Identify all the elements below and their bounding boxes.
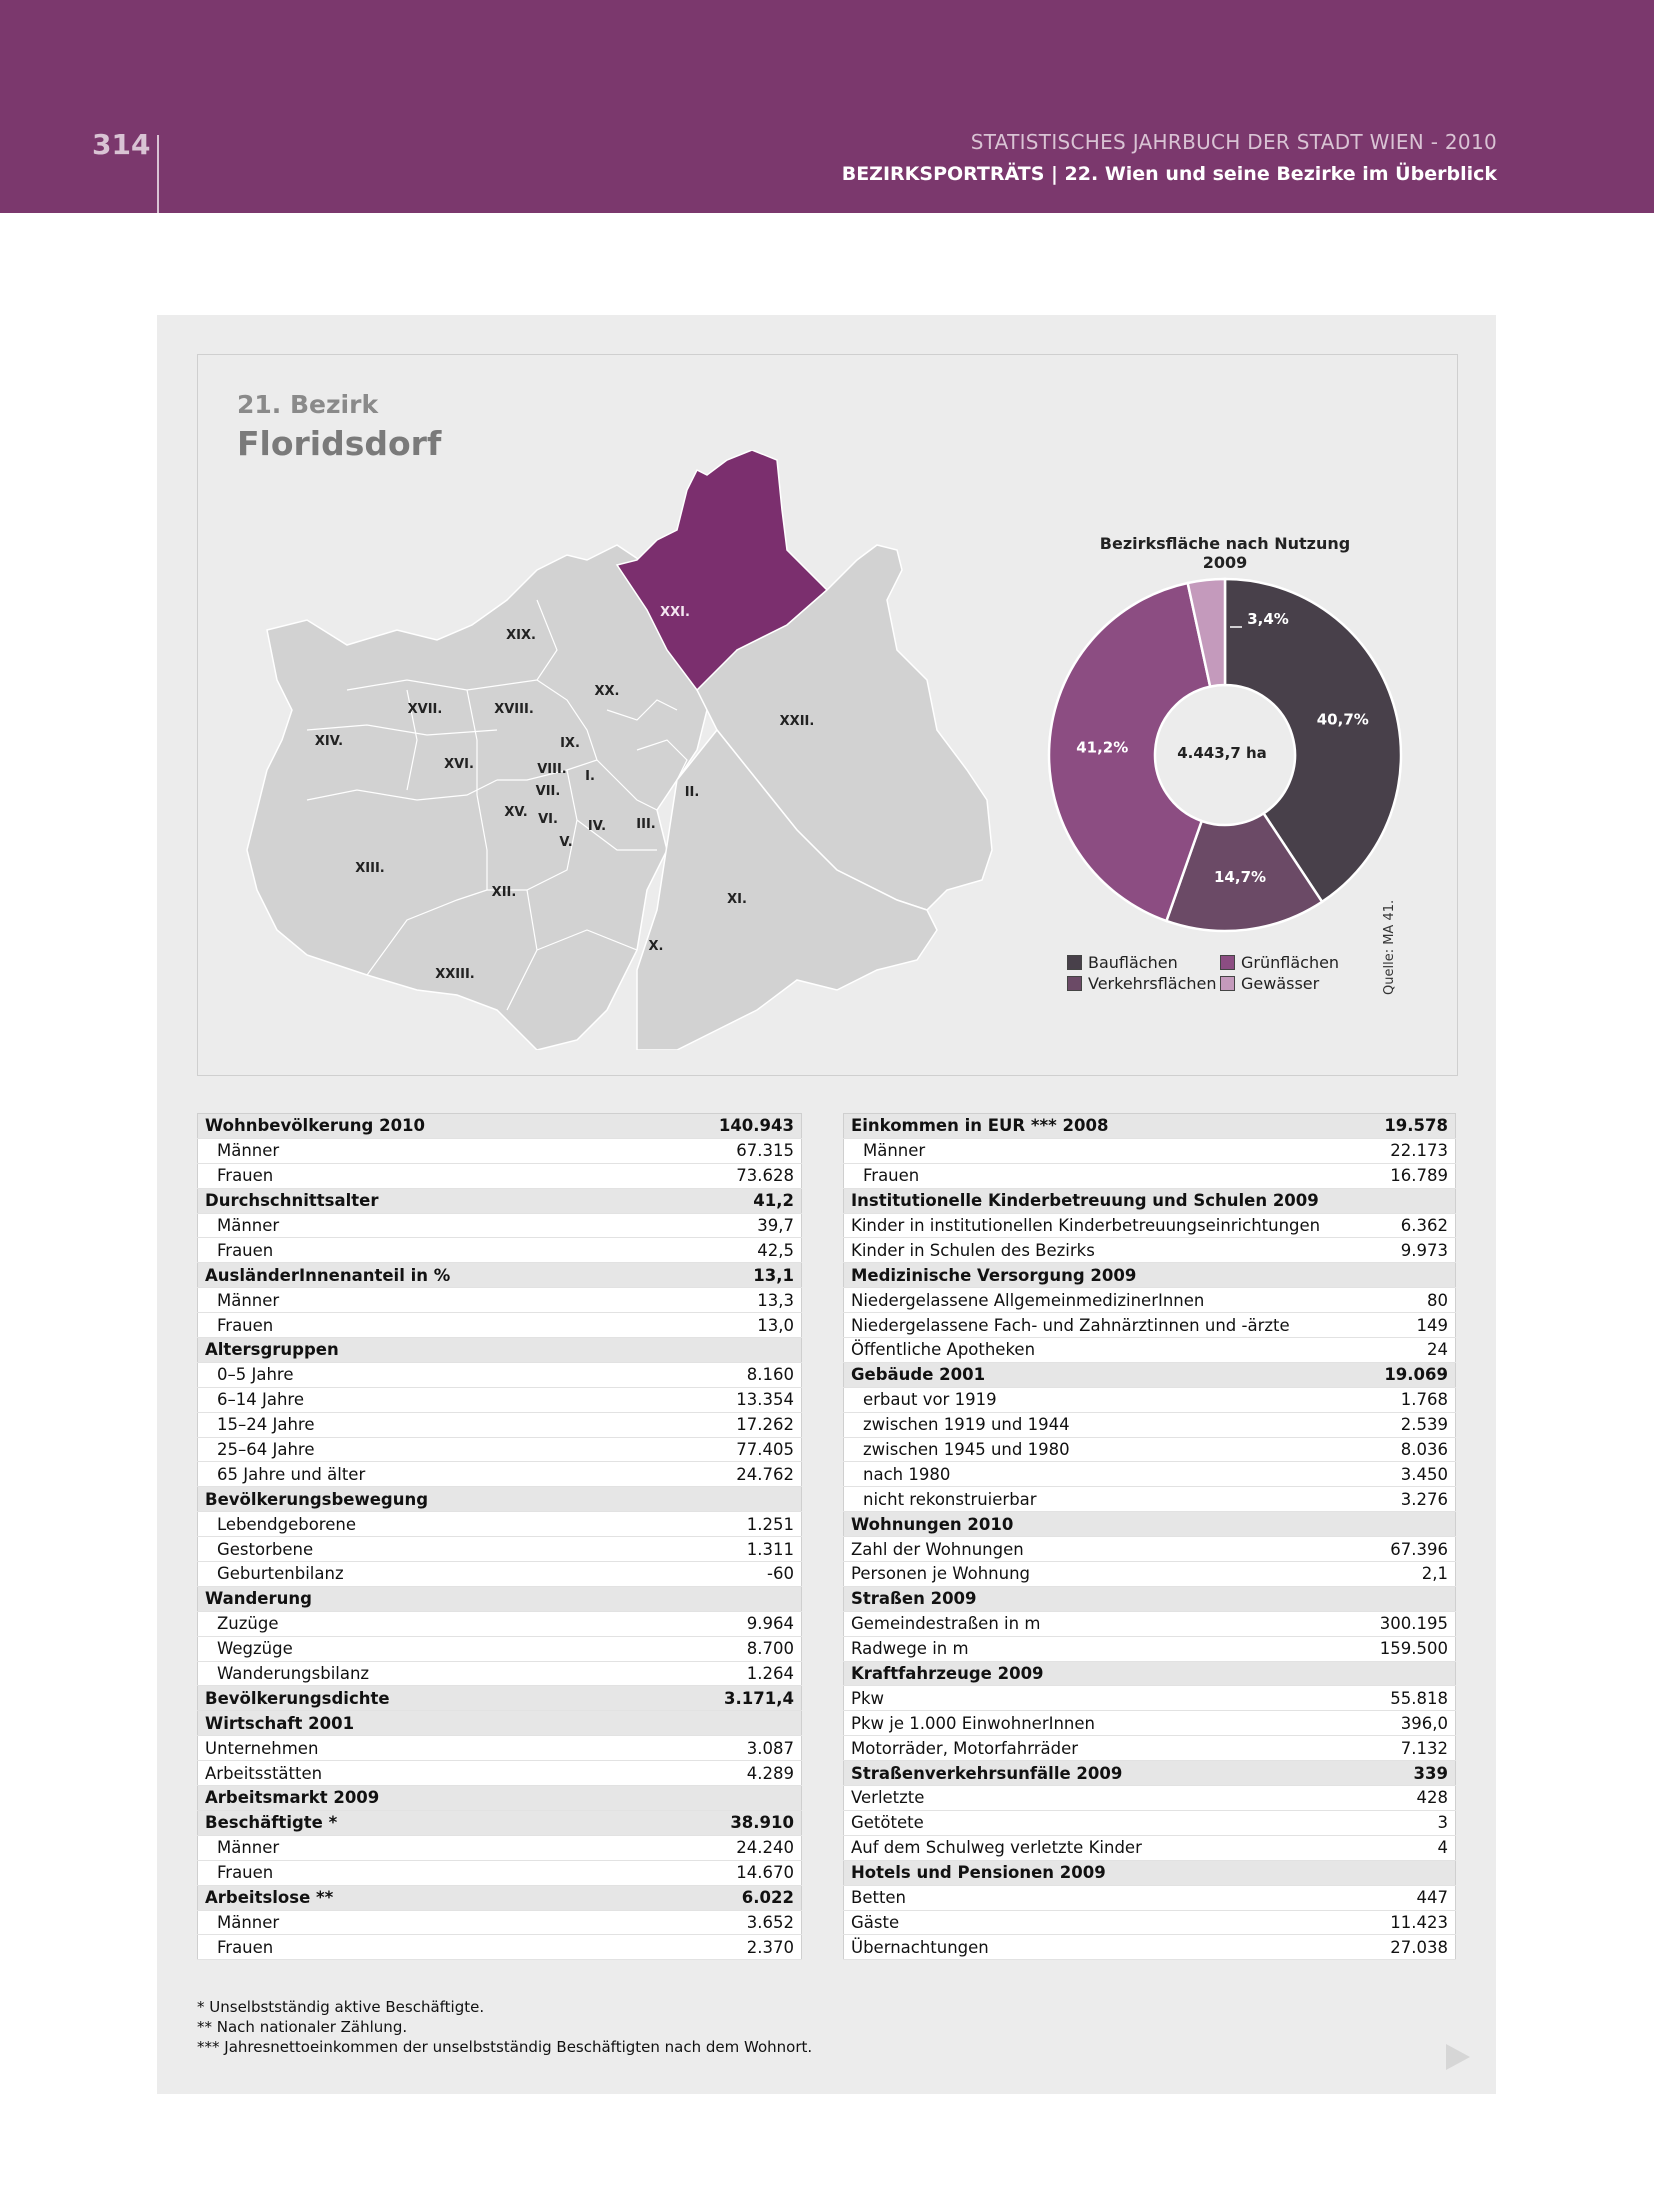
left-row-label: Wanderungsbilanz (198, 1661, 647, 1686)
right-row-label: zwischen 1945 und 1980 (844, 1437, 1367, 1462)
left-row-value: 3.171,4 (647, 1686, 802, 1711)
right-row-label: nach 1980 (844, 1462, 1367, 1487)
left-row (198, 1835, 802, 1860)
left-row (198, 1437, 802, 1462)
map-label-v: V. (559, 835, 573, 850)
right-row (844, 1114, 1456, 1139)
left-row-value: 13,0 (647, 1313, 802, 1338)
right-row-label: Getötete (844, 1810, 1367, 1835)
left-row (198, 1362, 802, 1387)
left-row-label: Frauen (198, 1238, 647, 1263)
left-row-label: Unternehmen (198, 1736, 647, 1761)
left-row-value: 3.087 (647, 1736, 802, 1761)
right-row (844, 1387, 1456, 1412)
right-row (844, 1238, 1456, 1263)
right-row-label: Wohnungen 2010 (844, 1512, 1367, 1537)
left-row-label: Bevölkerungsdichte (198, 1686, 647, 1711)
map-label-xv: XV. (504, 805, 528, 820)
left-row (198, 1711, 802, 1736)
right-row-label: Auf dem Schulweg verletzte Kinder (844, 1835, 1367, 1860)
left-row (198, 1661, 802, 1686)
right-row (844, 1686, 1456, 1711)
left-row-label: Gestorbene (198, 1537, 647, 1562)
left-row (198, 1338, 802, 1363)
right-row-label: Hotels und Pensionen 2009 (844, 1860, 1367, 1885)
right-row-value: 447 (1366, 1885, 1455, 1910)
map-label-viii: VIII. (537, 762, 567, 777)
legend-label-gruenflaechen: Grünflächen (1241, 953, 1340, 972)
right-row-label: Straßen 2009 (844, 1586, 1367, 1611)
right-row-value (1366, 1512, 1455, 1537)
legend-swatch-gewaesser (1220, 976, 1235, 991)
right-row-label: nicht rekonstruierbar (844, 1487, 1367, 1512)
right-row-label: Radwege in m (844, 1636, 1367, 1661)
right-row-label: Gebäude 2001 (844, 1362, 1367, 1387)
right-row-label: Verletzte (844, 1786, 1367, 1811)
left-row-value: 67.315 (647, 1138, 802, 1163)
left-row-label: Arbeitsstätten (198, 1761, 647, 1786)
map-label-xxi: XXI. (660, 605, 690, 620)
right-row (844, 1512, 1456, 1537)
map-label-xix: XIX. (506, 628, 536, 643)
left-row-value: 8.160 (647, 1362, 802, 1387)
right-row-value: 3.450 (1366, 1462, 1455, 1487)
right-row-value: 159.500 (1366, 1636, 1455, 1661)
legend-swatch-verkehrsflaechen (1067, 976, 1082, 991)
right-row-value: 339 (1366, 1761, 1455, 1786)
map-label-vi: VI. (538, 812, 558, 827)
left-row-label: Wanderung (198, 1586, 647, 1611)
left-row (198, 1860, 802, 1885)
legend-label-verkehrsflaechen: Verkehrsflächen (1088, 974, 1217, 993)
pie-slice-label: 14,7% (1214, 868, 1267, 887)
left-row-value: 1.311 (647, 1537, 802, 1562)
legend-bauflaechen (1067, 953, 1178, 972)
left-row (198, 1512, 802, 1537)
right-row-label: Übernachtungen (844, 1935, 1367, 1960)
right-row-label: Öffentliche Apotheken (844, 1338, 1367, 1363)
left-row-label: 25–64 Jahre (198, 1437, 647, 1462)
left-row-value: 1.264 (647, 1661, 802, 1686)
right-row-value (1366, 1188, 1455, 1213)
map-label-xiv: XIV. (314, 734, 344, 749)
left-row-value (647, 1338, 802, 1363)
page-header (0, 0, 1654, 213)
left-row-value: 13,3 (647, 1288, 802, 1313)
left-row-value: 39,7 (647, 1213, 802, 1238)
legend-label-gewaesser: Gewässer (1241, 974, 1320, 993)
left-row-label: Frauen (198, 1935, 647, 1960)
map-label-xviii: XVIII. (494, 702, 534, 717)
left-row-value: 77.405 (647, 1437, 802, 1462)
left-row-value: 3.652 (647, 1910, 802, 1935)
left-row (198, 1238, 802, 1263)
right-row-value: 428 (1366, 1786, 1455, 1811)
left-row-value: 2.370 (647, 1935, 802, 1960)
right-row-label: Gäste (844, 1910, 1367, 1935)
right-row-value: 149 (1366, 1313, 1455, 1338)
left-row-value: 13.354 (647, 1387, 802, 1412)
right-row (844, 1661, 1456, 1686)
legend-swatch-bauflaechen (1067, 955, 1082, 970)
left-row (198, 1810, 802, 1835)
left-row (198, 1910, 802, 1935)
left-row-value (647, 1711, 802, 1736)
pie-center-label: 4.443,7 ha (1177, 744, 1267, 762)
left-row-label: 6–14 Jahre (198, 1387, 647, 1412)
left-row-value: 8.700 (647, 1636, 802, 1661)
right-row-label: Pkw je 1.000 EinwohnerInnen (844, 1711, 1367, 1736)
right-row-value: 3 (1366, 1810, 1455, 1835)
left-row-label: Beschäftigte * (198, 1810, 647, 1835)
right-row (844, 1935, 1456, 1960)
left-row-value: 17.262 (647, 1412, 802, 1437)
left-row-label: 15–24 Jahre (198, 1412, 647, 1437)
left-row (198, 1288, 802, 1313)
footnotes (197, 1997, 812, 2057)
footnote-3: *** Jahresnettoeinkommen der unselbstständig Beschäftigten nach dem Wohnort. (197, 2038, 813, 2056)
left-row (198, 1213, 802, 1238)
chart-source: Quelle: MA 41. (1382, 899, 1397, 995)
right-row-value: 22.173 (1366, 1138, 1455, 1163)
left-row (198, 1313, 802, 1338)
legend-verkehrsflaechen (1067, 974, 1217, 993)
left-row-label: Männer (198, 1910, 647, 1935)
left-row-label: Arbeitsmarkt 2009 (198, 1786, 647, 1811)
left-row-label: Frauen (198, 1313, 647, 1338)
right-row-value: 19.069 (1366, 1362, 1455, 1387)
right-row (844, 1636, 1456, 1661)
left-row (198, 1686, 802, 1711)
left-row (198, 1188, 802, 1213)
right-row-label: Kinder in Schulen des Bezirks (844, 1238, 1367, 1263)
left-row-label: 65 Jahre und älter (198, 1462, 647, 1487)
right-row-value: 3.276 (1366, 1487, 1455, 1512)
right-row (844, 1437, 1456, 1462)
map-label-ix: IX. (560, 736, 580, 751)
right-row-value (1366, 1860, 1455, 1885)
left-row-label: Wegzüge (198, 1636, 647, 1661)
left-row-label: AusländerInnenanteil in % (198, 1263, 647, 1288)
left-row-label: Wohnbevölkerung 2010 (198, 1114, 647, 1139)
district-name: Floridsdorf (237, 424, 442, 463)
right-row-value: 2,1 (1366, 1562, 1455, 1587)
left-row-value: 42,5 (647, 1238, 802, 1263)
left-row-label: Männer (198, 1835, 647, 1860)
left-row (198, 1487, 802, 1512)
footnote-1: * Unselbstständig aktive Beschäftigte. (197, 1998, 485, 2016)
left-row-value: 6.022 (647, 1885, 802, 1910)
left-row-value: 24.240 (647, 1835, 802, 1860)
section-title: BEZIRKSPORTRÄTS | 22. Wien und seine Bezirke im Überblick (841, 163, 1497, 185)
map-label-i: I. (585, 769, 595, 784)
right-row-label: Einkommen in EUR *** 2008 (844, 1114, 1367, 1139)
left-row (198, 1786, 802, 1811)
left-row (198, 1263, 802, 1288)
left-row (198, 1562, 802, 1587)
footnote-2: ** Nach nationaler Zählung. (197, 2018, 408, 2036)
right-row (844, 1313, 1456, 1338)
right-row (844, 1138, 1456, 1163)
right-row (844, 1835, 1456, 1860)
next-page-triangle-icon[interactable] (1446, 2044, 1470, 2070)
land-use-donut-chart (1040, 570, 1410, 940)
left-row-value: 1.251 (647, 1512, 802, 1537)
left-row (198, 1611, 802, 1636)
right-row-label: Frauen (844, 1163, 1367, 1188)
left-row-label: Arbeitslose ** (198, 1885, 647, 1910)
left-row-value (647, 1786, 802, 1811)
right-row (844, 1736, 1456, 1761)
left-row (198, 1163, 802, 1188)
left-row-value: 14.670 (647, 1860, 802, 1885)
header-divider (157, 135, 159, 213)
left-row (198, 1636, 802, 1661)
right-row-label: Medizinische Versorgung 2009 (844, 1263, 1367, 1288)
right-row-value: 27.038 (1366, 1935, 1455, 1960)
map-label-xxiii: XXIII. (435, 967, 475, 982)
right-row (844, 1487, 1456, 1512)
right-row-label: Männer (844, 1138, 1367, 1163)
left-row (198, 1935, 802, 1960)
right-row (844, 1338, 1456, 1363)
left-row-value: -60 (647, 1562, 802, 1587)
left-row-value: 140.943 (647, 1114, 802, 1139)
right-row-label: Pkw (844, 1686, 1367, 1711)
right-row-label: Niedergelassene Fach- und Zahnärztinnen und -ärzte (844, 1313, 1367, 1338)
infrastructure-stats-table (843, 1113, 1456, 1960)
right-row-value: 2.539 (1366, 1412, 1455, 1437)
left-row-value: 73.628 (647, 1163, 802, 1188)
right-row-label: Gemeindestraßen in m (844, 1611, 1367, 1636)
right-row-label: Zahl der Wohnungen (844, 1537, 1367, 1562)
right-row-value (1366, 1586, 1455, 1611)
right-row-label: Kinder in institutionellen Kinderbetreuungseinrichtungen (844, 1213, 1367, 1238)
map-label-xx: XX. (594, 684, 620, 699)
left-row (198, 1586, 802, 1611)
right-row-value: 396,0 (1366, 1711, 1455, 1736)
left-row-label: Wirtschaft 2001 (198, 1711, 647, 1736)
right-row (844, 1586, 1456, 1611)
right-row-value: 300.195 (1366, 1611, 1455, 1636)
right-row-value (1366, 1661, 1455, 1686)
left-row (198, 1462, 802, 1487)
left-row (198, 1412, 802, 1437)
right-row (844, 1288, 1456, 1313)
left-row (198, 1387, 802, 1412)
left-row-label: Bevölkerungsbewegung (198, 1487, 647, 1512)
right-row (844, 1412, 1456, 1437)
map-label-xvi: XVI. (444, 757, 474, 772)
right-row-label: zwischen 1919 und 1944 (844, 1412, 1367, 1437)
right-row-label: Kraftfahrzeuge 2009 (844, 1661, 1367, 1686)
map-label-xii: XII. (491, 885, 517, 900)
pie-slice-label: 41,2% (1076, 738, 1129, 757)
right-row-value: 9.973 (1366, 1238, 1455, 1263)
left-row (198, 1736, 802, 1761)
right-row (844, 1263, 1456, 1288)
right-row-value: 80 (1366, 1288, 1455, 1313)
left-row-value: 13,1 (647, 1263, 802, 1288)
map-label-xxii: XXII. (779, 714, 815, 729)
left-row (198, 1885, 802, 1910)
right-row-value: 24 (1366, 1338, 1455, 1363)
vienna-district-map (237, 450, 1017, 1050)
right-row (844, 1885, 1456, 1910)
map-label-xi: XI. (727, 892, 747, 907)
right-row-label: Institutionelle Kinderbetreuung und Schulen 2009 (844, 1188, 1367, 1213)
map-label-ii: II. (684, 785, 700, 800)
right-row-value: 55.818 (1366, 1686, 1455, 1711)
right-row-value: 19.578 (1366, 1114, 1455, 1139)
population-stats-table (197, 1113, 802, 1960)
right-row-value: 7.132 (1366, 1736, 1455, 1761)
map-label-xiii: XIII. (355, 861, 385, 876)
right-row-value: 11.423 (1366, 1910, 1455, 1935)
right-row (844, 1537, 1456, 1562)
right-row (844, 1213, 1456, 1238)
right-row (844, 1711, 1456, 1736)
left-row-value: 4.289 (647, 1761, 802, 1786)
right-row-value: 4 (1366, 1835, 1455, 1860)
left-row-value (647, 1487, 802, 1512)
right-row (844, 1910, 1456, 1935)
right-row-label: erbaut vor 1919 (844, 1387, 1367, 1412)
right-row-value (1366, 1263, 1455, 1288)
right-row-label: Motorräder, Motorfahrräder (844, 1736, 1367, 1761)
left-row-value: 24.762 (647, 1462, 802, 1487)
left-row-value (647, 1586, 802, 1611)
right-row-value: 8.036 (1366, 1437, 1455, 1462)
right-row-value: 16.789 (1366, 1163, 1455, 1188)
right-row-label: Straßenverkehrsunfälle 2009 (844, 1761, 1367, 1786)
left-row-label: 0–5 Jahre (198, 1362, 647, 1387)
left-row-label: Geburtenbilanz (198, 1562, 647, 1587)
map-label-x: X. (648, 939, 664, 954)
map-label-vii: VII. (535, 784, 561, 799)
right-row-value: 67.396 (1366, 1537, 1455, 1562)
map-label-iii: III. (636, 817, 656, 832)
left-row (198, 1761, 802, 1786)
right-row (844, 1786, 1456, 1811)
left-row (198, 1537, 802, 1562)
pie-chart-title: Bezirksfläche nach Nutzung 2009 (1099, 534, 1351, 572)
left-row-value: 38.910 (647, 1810, 802, 1835)
left-row-label: Männer (198, 1213, 647, 1238)
right-row (844, 1362, 1456, 1387)
right-row-label: Personen je Wohnung (844, 1562, 1367, 1587)
legend-swatch-gruenflaechen (1220, 955, 1235, 970)
left-row-label: Männer (198, 1288, 647, 1313)
left-row-label: Lebendgeborene (198, 1512, 647, 1537)
district-number: 21. Bezirk (237, 390, 379, 419)
right-row (844, 1761, 1456, 1786)
left-row-label: Durchschnittsalter (198, 1188, 647, 1213)
pie-slice-label: 3,4% (1247, 610, 1289, 628)
right-row (844, 1860, 1456, 1885)
left-row-label: Frauen (198, 1163, 647, 1188)
left-row (198, 1114, 802, 1139)
right-row (844, 1462, 1456, 1487)
right-row-value: 1.768 (1366, 1387, 1455, 1412)
left-row-label: Zuzüge (198, 1611, 647, 1636)
left-row-label: Altersgruppen (198, 1338, 647, 1363)
right-row-value: 6.362 (1366, 1213, 1455, 1238)
legend-label-bauflaechen: Bauflächen (1088, 953, 1178, 972)
right-row (844, 1611, 1456, 1636)
legend-gruenflaechen (1220, 953, 1339, 972)
legend-gewaesser (1220, 974, 1319, 993)
publication-title: STATISTISCHES JAHRBUCH DER STADT WIEN - 2010 (970, 130, 1497, 154)
left-row-value: 9.964 (647, 1611, 802, 1636)
map-label-xvii: XVII. (407, 702, 443, 717)
right-row-label: Niedergelassene AllgemeinmedizinerInnen (844, 1288, 1367, 1313)
right-row (844, 1810, 1456, 1835)
right-row (844, 1562, 1456, 1587)
right-row-label: Betten (844, 1885, 1367, 1910)
left-row-label: Männer (198, 1138, 647, 1163)
pie-slice-label: 40,7% (1316, 710, 1369, 729)
left-row-value: 41,2 (647, 1188, 802, 1213)
right-row (844, 1163, 1456, 1188)
left-row-label: Frauen (198, 1860, 647, 1885)
right-row (844, 1188, 1456, 1213)
left-row (198, 1138, 802, 1163)
page-number: 314 (92, 128, 151, 161)
map-label-iv: IV. (587, 819, 607, 834)
